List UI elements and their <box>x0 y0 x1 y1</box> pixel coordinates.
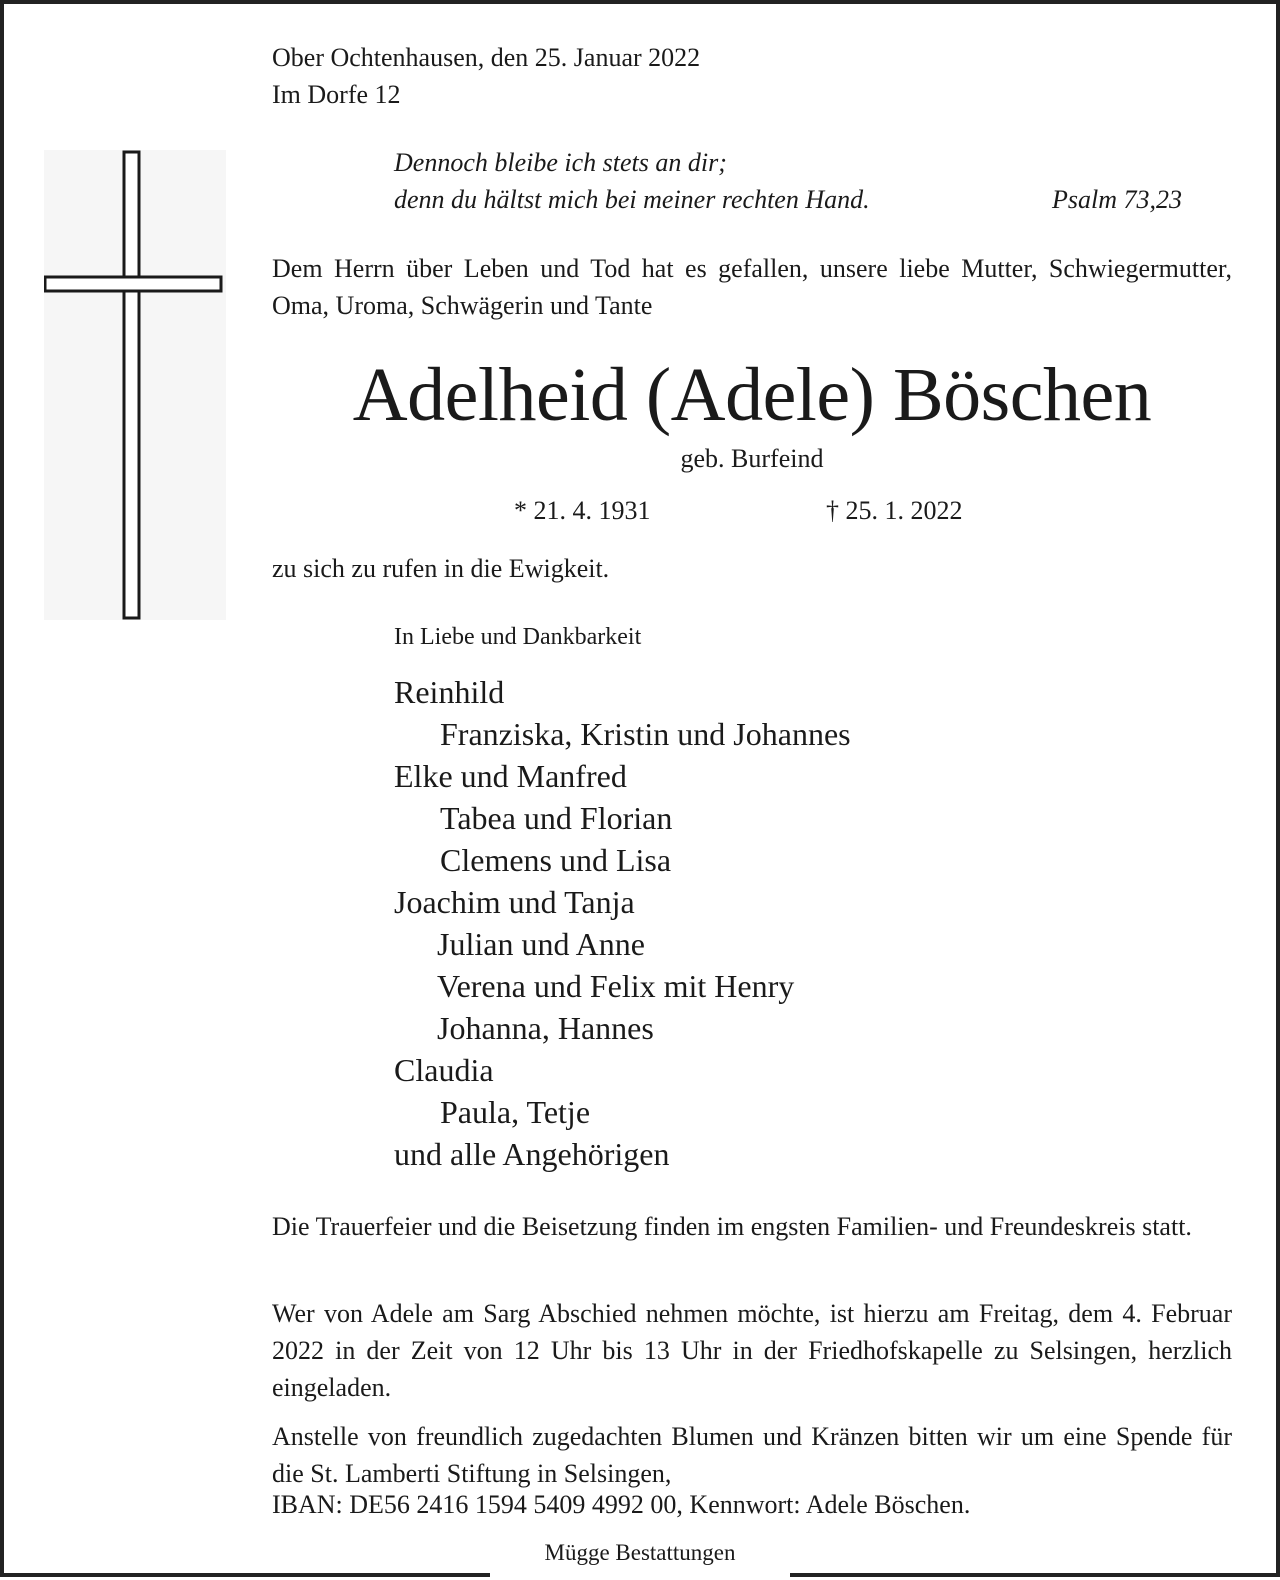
mourner-line: Johanna, Hannes <box>437 1010 654 1046</box>
mourner-line: Reinhild <box>394 674 505 710</box>
donation-info: Anstelle von freundlich zugedachten Blumen und Kränzen bitten wir um eine Spende für die St. Lamberti Stiftung in Selsingen, <box>272 1422 1232 1488</box>
verse-line-1: Dennoch bleibe ich stets an dir; <box>394 148 727 177</box>
closing-phrase: In Liebe und Dankbarkeit <box>394 624 642 650</box>
mourner-line: Julian und Anne <box>437 926 645 962</box>
birth-date: * 21. 4. 1931 <box>514 496 651 525</box>
mourner-line: Tabea und Florian <box>440 800 673 836</box>
place-date: Ober Ochtenhausen, den 25. Januar 2022 <box>272 43 701 72</box>
verse-line-2: denn du hältst mich bei meiner rechten Hand. <box>394 185 870 214</box>
mourner-line: und alle Angehörigen <box>394 1136 670 1172</box>
death-date: † 25. 1. 2022 <box>826 496 963 525</box>
iban-line: IBAN: DE56 2416 1594 5409 4992 00, Kennwort: Adele Böschen. <box>272 1490 971 1519</box>
funeral-home-footer: Mügge Bestattungen <box>490 1536 790 1580</box>
funeral-info: Die Trauerfeier und die Beisetzung finden im engsten Familien- und Freundeskreis statt. <box>272 1212 1192 1241</box>
verse-reference: Psalm 73,23 <box>1052 185 1182 214</box>
intro-text: Dem Herrn über Leben und Tod hat es gefallen, unsere liebe Mutter, Schwiegermutter, Oma, Uroma, Schwägerin und Tante <box>272 254 1232 320</box>
address: Im Dorfe 12 <box>272 80 401 109</box>
mourners-list <box>394 671 851 1175</box>
outro-text: zu sich zu rufen in die Ewigkeit. <box>272 554 610 583</box>
farewell-info: Wer von Adele am Sarg Abschied nehmen möchte, ist hierzu am Freitag, dem 4. Februar 2022 in der Zeit von 12 Uhr bis 13 Uhr in der Friedhofskapelle zu Selsingen, herzlich eingeladen. <box>272 1299 1232 1402</box>
mourner-line: Franziska, Kristin und Johannes <box>440 716 851 752</box>
mourner-line: Verena und Felix mit Henry <box>437 968 795 1004</box>
mourner-line: Claudia <box>394 1052 494 1088</box>
deceased-name: Adelheid (Adele) Böschen <box>352 353 1152 437</box>
mourner-line: Elke und Manfred <box>394 758 627 794</box>
mourner-line: Paula, Tetje <box>440 1094 591 1130</box>
mourner-line: Joachim und Tanja <box>394 884 635 920</box>
mourner-line: Clemens und Lisa <box>440 842 672 878</box>
birth-name: geb. Burfeind <box>680 444 824 473</box>
